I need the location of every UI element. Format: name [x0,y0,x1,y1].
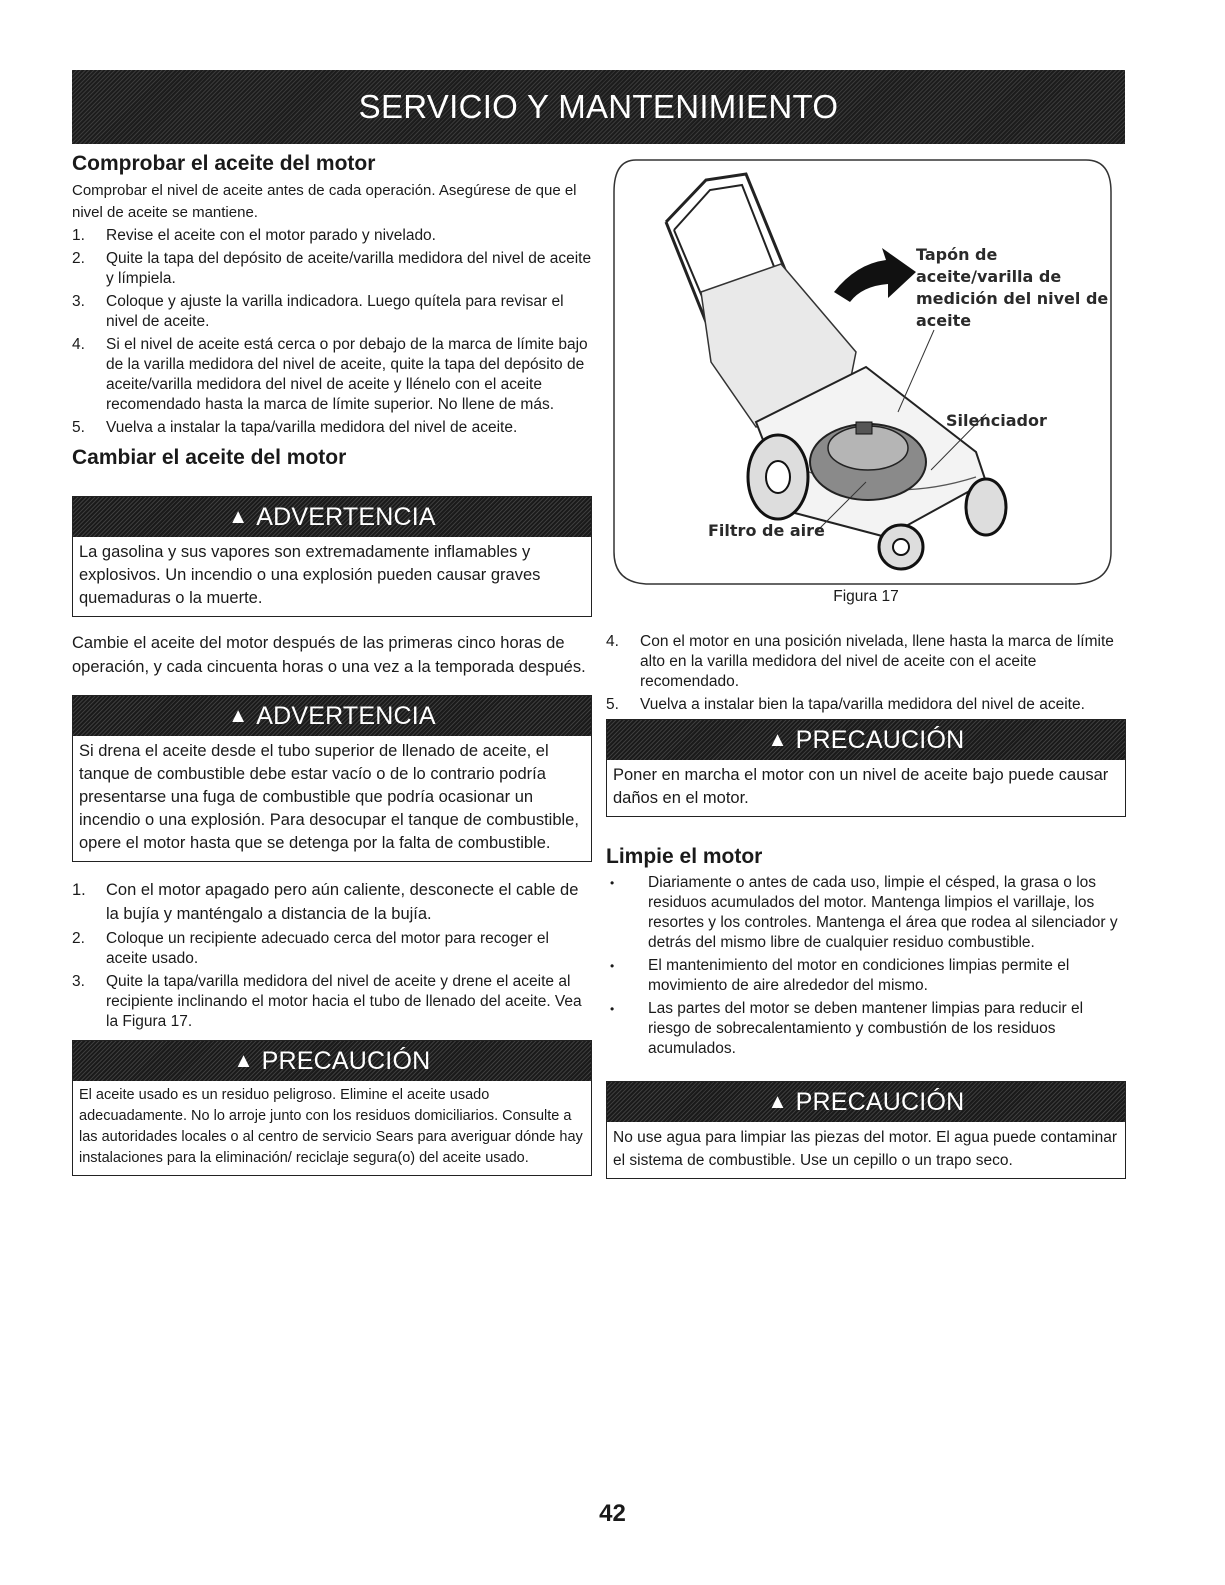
caution-header: ▲ PRECAUCIÓN [73,1041,591,1081]
warning-text: Si drena el aceite desde el tubo superior de llenado de aceite, el tanque de combustible debe estar vacío o de lo contrario podría presentarse una fuga de combustible que podría ocasionar un incendio o una explosión. Para desocupar el tanque de combustible, opere el motor hasta que se detenga por la falta de combustible. [79,742,579,852]
list-item: • El mantenimiento del motor en condiciones limpias permite el movimiento de aire alrededor del mismo. [610,957,1070,994]
warning-triangle-icon: ▲ [767,1090,788,1113]
list-item: 3. Coloque y ajuste la varilla indicadora. Luego quítela para revisar el nivel de aceite. [72,293,564,330]
warning-box-fuel [72,496,592,617]
caution-text: Poner en marcha el motor con un nivel de aceite bajo puede causar daños en el motor. [613,766,1109,807]
change-oil-steps [72,878,592,1032]
list-item: 5. Vuelva a instalar bien la tapa/varilla medidora del nivel de aceite. [606,696,1085,713]
list-item: • Diariamente o antes de cada uso, limpie el césped, la grasa o los residuos acumulados del motor. Mantenga limpios el varillaje, los resortes y los controles. Mantenga el área que rodea al silenciador y detrás del mismo libre de cualquier residuo combustible. [610,874,1118,951]
check-oil-steps [72,226,592,438]
warning-triangle-icon: ▲ [767,728,788,751]
list-item: 3. Quite la tapa/varilla medidora del nivel de aceite y drene el aceite al recipiente inclinando el motor hacia el tubo de llenado del aceite. Vea la Figura 17. [72,973,582,1030]
clean-engine-bullets [606,873,1126,1059]
label-oil-cap: Tapón de aceite/varilla de medición del nivel de aceite [916,245,1109,330]
page-title: SERVICIO Y MANTENIMIENTO [358,88,839,125]
warning-header: ▲ ADVERTENCIA [73,696,591,736]
clean-engine-heading: Limpie el motor [606,845,763,868]
change-oil-interval: Cambie el aceite del motor después de las primeras cinco horas de operación, y cada cincuenta horas o una vez a la temporada después. [72,634,586,676]
list-item: 1. Con el motor apagado pero aún caliente, desconecte el cable de la bujía y manténgalo a distancia de la bujía. [72,881,579,923]
caution-box-water [606,1081,1126,1179]
right-column [606,152,1126,1179]
list-item: 4. Con el motor en una posición nivelada, llene hasta la marca de límite alto en la varilla medidora del nivel de aceite con el aceite recomendado. [606,633,1114,690]
left-column [72,152,592,1176]
warning-box-drain [72,695,592,862]
label-air-filter: Filtro de aire [708,521,825,540]
warning-triangle-icon: ▲ [228,704,249,727]
caution-header: ▲ PRECAUCIÓN [607,1082,1125,1122]
list-item: 4. Si el nivel de aceite está cerca o por debajo de la marca de límite bajo de la varilla medidora del nivel de aceite, quite la tapa del depósito de aceite/varilla medidora del nivel de aceite y llénelo con el aceite recomendado hasta la marca de límite superior. No llene de más. [72,336,588,413]
caution-box-low-oil [606,719,1126,817]
change-oil-heading: Cambiar el aceite del motor [72,446,347,469]
refill-steps [606,632,1126,715]
label-muffler: Silenciador [946,411,1047,430]
warning-triangle-icon: ▲ [228,505,249,528]
caution-text: El aceite usado es un residuo peligroso. Elimine el aceite usado adecuadamente. No lo arroje junto con los residuos domiciliarios. Consulte a las autoridades locales o al centro de servicio Sears para averiguar dónde hay instalaciones para la eliminación/ reciclaje segura(o) del aceite usado. [79,1087,583,1166]
warning-triangle-icon: ▲ [233,1049,254,1072]
warning-header: ▲ ADVERTENCIA [73,497,591,537]
page-number: 42 [599,1500,626,1527]
caution-text: No use agua para limpiar las piezas del motor. El agua puede contaminar el sistema de combustible. Use un cepillo o un trapo seco. [613,1129,1118,1169]
warning-text: La gasolina y sus vapores son extremadamente inflamables y explosivos. Un incendio o una explosión pueden causar graves quemaduras o la muerte. [79,543,541,607]
check-oil-heading: Comprobar el aceite del motor [72,152,376,175]
list-item: 2. Coloque un recipiente adecuado cerca del motor para recoger el aceite usado. [72,930,549,967]
lawn-mower-illustration [606,152,1116,592]
figure-caption: Figura 17 [833,588,899,605]
caution-box-used-oil [72,1040,592,1176]
check-oil-intro: Comprobar el nivel de aceite antes de cada operación. Asegúrese de que el nivel de aceite se mantiene. [72,182,577,221]
list-item: 2. Quite la tapa del depósito de aceite/varilla medidora del nivel de aceite y límpiela. [72,250,592,287]
figure-17 [606,152,1116,572]
section-banner [72,70,1125,144]
list-item: 5. Vuelva a instalar la tapa/varilla medidora del nivel de aceite. [72,419,518,436]
list-item: • Las partes del motor se deben mantener limpias para reducir el riesgo de sobrecalentamiento y combustión de los residuos acumulados. [610,1000,1084,1057]
list-item: 1. Revise el aceite con el motor parado y nivelado. [72,227,436,244]
caution-header: ▲ PRECAUCIÓN [607,720,1125,760]
